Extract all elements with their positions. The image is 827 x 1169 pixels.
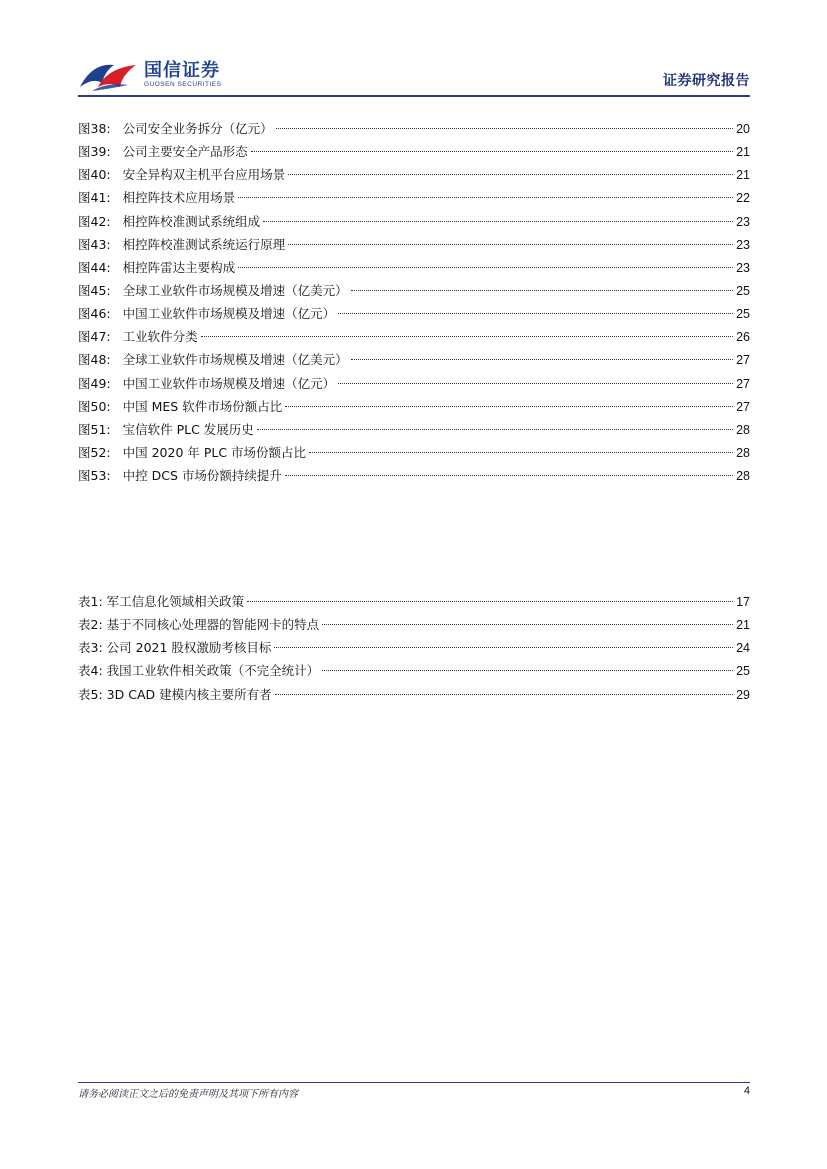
table-entry-page-number: 29	[736, 687, 750, 702]
dot-leader	[274, 647, 733, 648]
figure-entry-page-number: 27	[736, 399, 750, 414]
dot-leader	[351, 359, 733, 360]
figure-entry-label: 图39:	[78, 144, 111, 160]
figure-entry[interactable]	[78, 140, 750, 163]
dot-leader	[257, 429, 733, 430]
figure-entry-label: 图51:	[78, 421, 111, 437]
figure-entry-title: 中国 MES 软件市场份额占比	[122, 398, 283, 414]
figure-entry[interactable]	[78, 186, 750, 209]
dot-leader	[322, 670, 733, 671]
header-divider	[78, 95, 750, 97]
figure-entry-title: 中国工业软件市场规模及增速（亿元）	[122, 306, 336, 322]
figure-entry-title: 相控阵校准测试系统组成	[122, 213, 261, 229]
figure-entry[interactable]	[78, 233, 750, 256]
dot-leader	[263, 221, 733, 222]
dot-leader	[285, 475, 733, 476]
figure-entry-label: 图44:	[78, 259, 111, 275]
table-entry-page-number: 17	[736, 595, 750, 609]
figure-entry-title: 宝信软件 PLC 发展历史	[122, 421, 254, 437]
figure-entry-label: 图43:	[78, 236, 111, 252]
logo-chinese-name: 国信证券	[144, 60, 220, 81]
table-entry-page-number: 24	[736, 641, 750, 656]
page-number: 4	[743, 1085, 750, 1097]
dot-leader	[238, 197, 733, 198]
footer-disclaimer: 请务必阅读正文之后的免责声明及其项下所有内容	[78, 1089, 298, 1100]
figure-entry-title: 工业软件分类	[122, 329, 198, 345]
figure-entry-page-number: 26	[736, 330, 750, 345]
figure-entry[interactable]	[78, 302, 750, 325]
figure-entry[interactable]	[78, 163, 750, 186]
figure-entry-page-number: 27	[736, 353, 750, 368]
table-entry-label: 表5:	[78, 686, 103, 702]
figure-entry[interactable]	[78, 279, 750, 302]
figure-entry-page-number: 27	[736, 376, 750, 391]
figure-entry-label: 图47:	[78, 329, 111, 345]
figure-entry-label: 图49:	[78, 375, 111, 391]
figure-entry[interactable]	[78, 418, 750, 441]
table-entry-title: 公司 2021 股权激励考核目标	[106, 640, 272, 656]
table-entry-label: 表2:	[78, 617, 103, 633]
figure-entry-page-number: 21	[736, 168, 750, 183]
page-header	[78, 57, 750, 93]
figure-entry-title: 公司安全业务拆分（亿元）	[122, 121, 273, 136]
figure-entry-title: 全球工业软件市场规模及增速（亿美元）	[122, 352, 348, 368]
figure-entry-page-number: 25	[736, 283, 750, 298]
figure-entry[interactable]	[78, 325, 750, 348]
figure-entry[interactable]	[78, 395, 750, 418]
guosen-logo-icon	[78, 57, 140, 93]
figure-entry-title: 中国工业软件市场规模及增速（亿元）	[122, 375, 336, 391]
figure-entry-title: 安全异构双主机平台应用场景	[122, 167, 286, 183]
dot-leader	[338, 313, 733, 314]
dot-leader	[276, 128, 733, 129]
dot-leader	[288, 244, 733, 245]
table-list	[78, 590, 750, 706]
figure-entry-label: 图40:	[78, 167, 111, 183]
figure-entry-title: 中控 DCS 市场份额持续提升	[122, 468, 282, 484]
table-entry[interactable]	[78, 636, 750, 659]
figure-entry-page-number: 28	[736, 445, 750, 460]
figure-entry-label: 图45:	[78, 282, 111, 298]
figure-entry-title: 相控阵技术应用场景	[122, 190, 236, 206]
figure-entry-title: 中国 2020 年 PLC 市场份额占比	[122, 444, 307, 460]
figure-entry-label: 图46:	[78, 306, 111, 322]
figure-entry[interactable]	[78, 464, 750, 487]
figure-entry[interactable]	[78, 256, 750, 279]
figure-entry-page-number: 23	[736, 214, 750, 229]
logo-wordmark	[144, 61, 221, 89]
figure-entry[interactable]	[78, 372, 750, 395]
dot-leader	[322, 624, 733, 625]
figure-entry[interactable]	[78, 117, 750, 140]
table-entry-label: 表1:	[78, 594, 103, 609]
figure-entry-title: 相控阵雷达主要构成	[122, 259, 236, 275]
dot-leader	[285, 406, 733, 407]
figure-entry-title: 全球工业软件市场规模及增速（亿美元）	[122, 282, 348, 298]
dot-leader	[251, 151, 733, 152]
guosen-logo	[78, 57, 221, 93]
footer-divider	[78, 1082, 750, 1083]
figure-entry-label: 图38:	[78, 121, 111, 136]
report-type-title: 证券研究报告	[663, 73, 750, 89]
table-entry-title: 军工信息化领域相关政策	[106, 594, 245, 609]
table-entry-title: 我国工业软件相关政策（不完全统计）	[106, 663, 320, 679]
figure-list	[78, 117, 750, 487]
figure-entry-page-number: 28	[736, 422, 750, 437]
dot-leader	[309, 452, 733, 453]
table-entry[interactable]	[78, 613, 750, 636]
logo-english-name: GUOSEN SECURITIES	[144, 81, 222, 88]
figure-entry-page-number: 23	[736, 237, 750, 252]
dot-leader	[238, 267, 733, 268]
dot-leader	[201, 336, 733, 337]
figure-entry-label: 图41:	[78, 190, 111, 206]
figure-entry-title: 相控阵校准测试系统运行原理	[122, 236, 286, 252]
dot-leader	[288, 174, 733, 175]
figure-entry-label: 图42:	[78, 213, 111, 229]
table-entry[interactable]	[78, 659, 750, 682]
dot-leader	[351, 290, 733, 291]
figure-entry-page-number: 22	[736, 191, 750, 206]
table-entry-page-number: 21	[736, 618, 750, 633]
figure-entry-page-number: 23	[736, 260, 750, 275]
table-entry-page-number: 25	[736, 664, 750, 679]
table-entry-title: 基于不同核心处理器的智能网卡的特点	[106, 617, 320, 633]
figure-entry-label: 图52:	[78, 444, 111, 460]
table-entry[interactable]	[78, 590, 750, 613]
table-entry-label: 表3:	[78, 640, 103, 656]
figure-entry-title: 公司主要安全产品形态	[122, 144, 248, 160]
figure-entry-label: 图53:	[78, 468, 111, 484]
figure-entry[interactable]	[78, 348, 750, 371]
dot-leader	[338, 383, 733, 384]
figure-entry-label: 图50:	[78, 398, 111, 414]
table-entry[interactable]	[78, 683, 750, 706]
figure-entry-page-number: 25	[736, 307, 750, 322]
figure-entry[interactable]	[78, 441, 750, 464]
figure-entry-page-number: 21	[736, 145, 750, 160]
figure-entry-page-number: 28	[736, 469, 750, 484]
dot-leader	[247, 601, 733, 602]
figure-entry-page-number: 20	[736, 122, 750, 136]
dot-leader	[275, 694, 733, 695]
figure-entry-label: 图48:	[78, 352, 111, 368]
figure-entry[interactable]	[78, 210, 750, 233]
table-entry-title: 3D CAD 建模内核主要所有者	[106, 686, 272, 702]
table-entry-label: 表4:	[78, 663, 103, 679]
